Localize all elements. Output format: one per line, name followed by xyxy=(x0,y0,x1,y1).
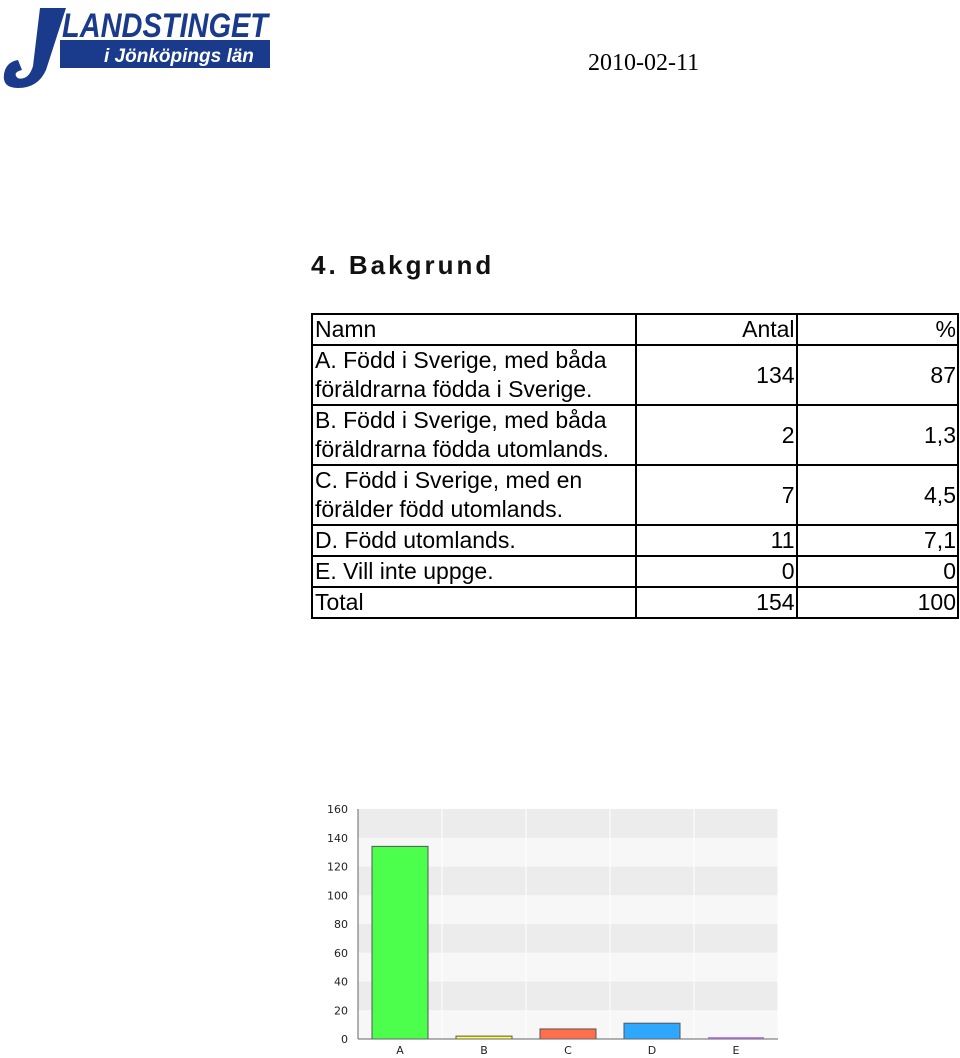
background-bar-chart xyxy=(318,800,788,1055)
logo-j-mark xyxy=(4,8,66,88)
chart-grid-band xyxy=(358,809,778,838)
row-percent: 1,3 xyxy=(797,405,958,465)
header-antal: Antal xyxy=(636,314,797,345)
y-tick-label: 140 xyxy=(327,831,348,845)
header-namn: Namn xyxy=(312,314,636,345)
table-row xyxy=(312,345,958,405)
x-tick-label: C xyxy=(564,1044,572,1057)
total-label: Total xyxy=(312,587,636,618)
x-tick-label: D xyxy=(647,1044,657,1057)
header-percent: % xyxy=(797,314,958,345)
bar-C xyxy=(540,1029,596,1039)
y-tick-label: 20 xyxy=(334,1004,348,1018)
table-header-row xyxy=(312,314,958,345)
row-percent: 0 xyxy=(797,556,958,587)
bar-D xyxy=(624,1023,680,1039)
x-tick-label: E xyxy=(732,1044,740,1057)
logo-wordmark: LANDSTINGET xyxy=(62,7,271,45)
table-row xyxy=(312,556,958,587)
row-percent: 7,1 xyxy=(797,525,958,556)
y-tick-label: 100 xyxy=(327,889,348,903)
row-percent: 87 xyxy=(797,345,958,405)
row-name: E. Vill inte uppge. xyxy=(312,556,636,587)
row-antal: 134 xyxy=(636,345,797,405)
y-tick-label: 60 xyxy=(334,946,348,960)
y-tick-label: 40 xyxy=(334,975,348,989)
row-antal: 0 xyxy=(636,556,797,587)
row-name: D. Född utomlands. xyxy=(312,525,636,556)
x-tick-label: A xyxy=(396,1044,404,1057)
total-percent: 100 xyxy=(797,587,958,618)
landstinget-logo xyxy=(0,4,275,90)
x-tick-label: B xyxy=(480,1044,488,1057)
row-antal: 7 xyxy=(636,465,797,525)
row-antal: 2 xyxy=(636,405,797,465)
logo-subtitle: i Jönköpings län xyxy=(104,46,254,67)
row-percent: 4,5 xyxy=(797,465,958,525)
results-table xyxy=(311,313,959,619)
total-antal: 154 xyxy=(636,587,797,618)
section-heading: 4. Bakgrund xyxy=(311,250,495,280)
row-name: B. Född i Sverige, med båda föräldrarna födda utomlands. xyxy=(312,405,636,465)
y-tick-label: 80 xyxy=(334,918,348,931)
table-row xyxy=(312,465,958,525)
row-name: A. Född i Sverige, med båda föräldrarna födda i Sverige. xyxy=(312,345,636,405)
row-name: C. Född i Sverige, med en förälder född utomlands. xyxy=(312,465,636,525)
document-date: 2010-02-11 xyxy=(588,50,700,76)
y-tick-label: 120 xyxy=(327,860,348,874)
table-row xyxy=(312,525,958,556)
table-row xyxy=(312,405,958,465)
bar-A xyxy=(372,846,428,1039)
table-total-row xyxy=(312,587,958,618)
y-tick-label: 0 xyxy=(341,1033,348,1046)
row-antal: 11 xyxy=(636,525,797,556)
y-tick-label: 160 xyxy=(327,803,348,816)
